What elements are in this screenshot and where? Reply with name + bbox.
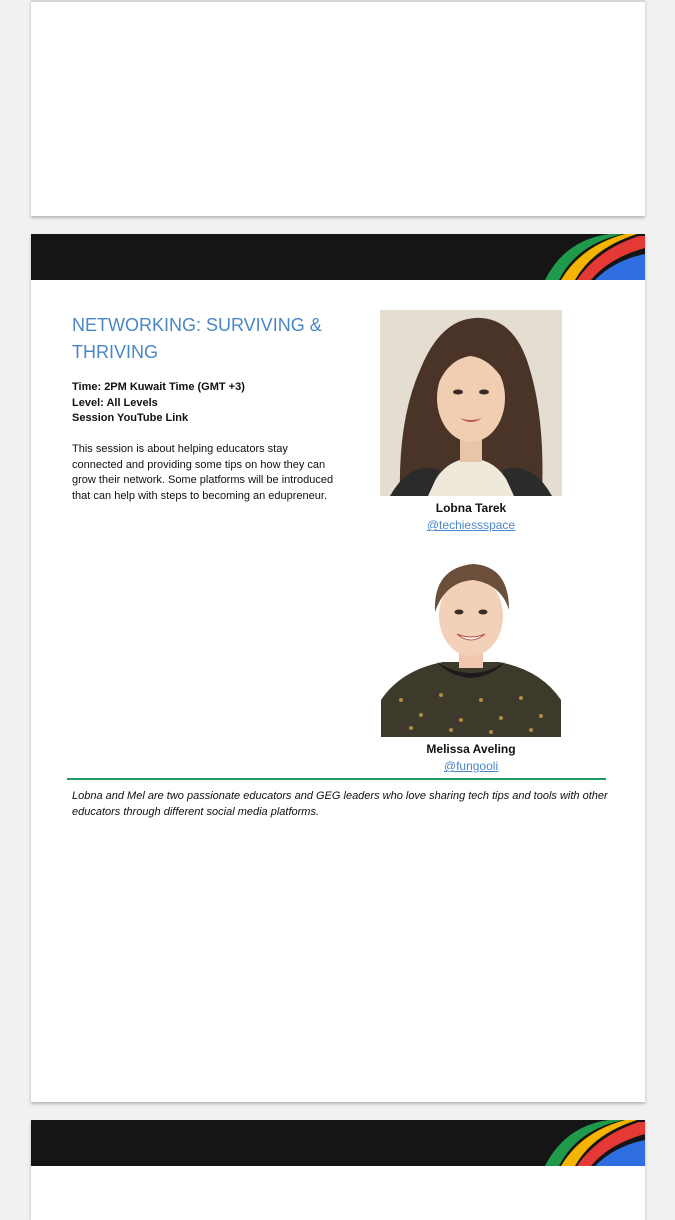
- session-title: NETWORKING: SURVIVING & THRIVING: [72, 315, 322, 362]
- speaker-handle-link-1[interactable]: @techiessspace: [426, 518, 516, 532]
- session-time: Time: 2PM Kuwait Time (GMT +3): [72, 381, 245, 393]
- speaker-name-2: Melissa Aveling: [426, 742, 516, 756]
- speakers-bio: Lobna and Mel are two passionate educators and GEG leaders who love sharing tech tips and tools with other educators through different social media platforms.: [72, 790, 608, 818]
- google-stripes-decoration: [525, 1120, 645, 1166]
- session-level: Level: All Levels: [72, 396, 158, 409]
- next-header-banner: [31, 1120, 645, 1166]
- next-page: [31, 1120, 645, 1220]
- speaker-name-1: Lobna Tarek: [435, 501, 507, 515]
- session-description: This session is about helping educators stay connected and providing some tips on how they can grow their network. Some platforms will be introduced that can help with steps to becoming an edupreneur.: [72, 443, 334, 502]
- section-divider: [67, 778, 606, 780]
- google-stripes-decoration: [525, 234, 645, 280]
- header-banner: [31, 234, 645, 280]
- previous-page: [31, 0, 645, 216]
- session-youtube-link[interactable]: Session YouTube Link: [72, 412, 189, 424]
- session-page: [31, 234, 645, 1102]
- speaker-photo-melissa: [381, 550, 561, 737]
- speaker-photo-lobna: [380, 310, 562, 496]
- speaker-handle-link-2[interactable]: @fungooli: [443, 759, 499, 773]
- session-meta: [72, 380, 245, 427]
